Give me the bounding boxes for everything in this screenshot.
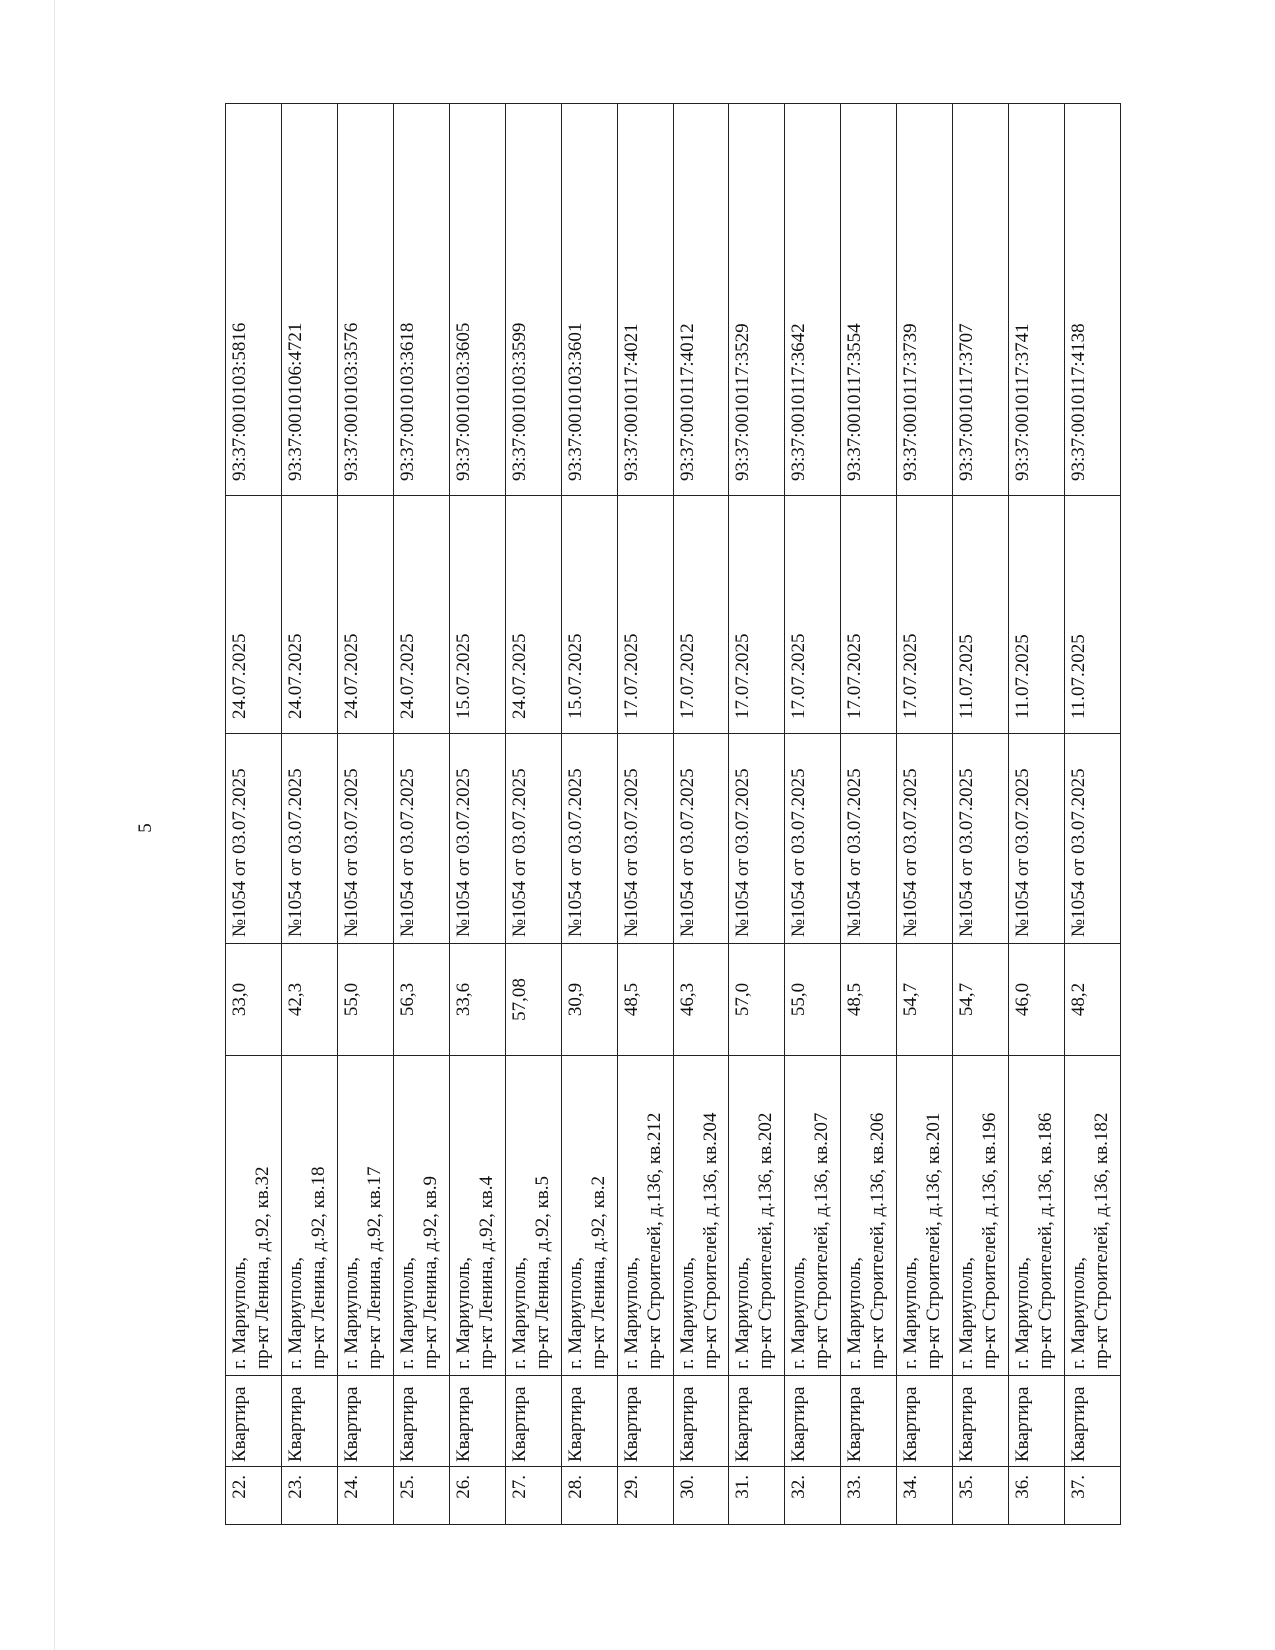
address-cell [897,1056,953,1376]
object-type-cell: Квартира [561,1376,617,1467]
address-cell [729,1056,785,1376]
decision-ref-cell: №1054 от 03.07.2025 [226,734,282,944]
cadastral-number-cell: 93:37:0010117:3642 [785,104,841,496]
address-cell [953,1056,1009,1376]
address-cell [561,1056,617,1376]
registration-date-cell: 24.07.2025 [393,496,449,734]
decision-ref-cell: №1054 от 03.07.2025 [449,734,505,944]
row-number-cell: 29. [617,1467,673,1525]
address-street: пр-кт Ленина, д.92, кв.9 [419,1175,441,1369]
address-cell [673,1056,729,1376]
decision-ref-cell: №1054 от 03.07.2025 [897,734,953,944]
decision-ref-cell: №1054 от 03.07.2025 [281,734,337,944]
row-number-cell: 30. [673,1467,729,1525]
row-number-cell: 25. [393,1467,449,1525]
object-type-cell: Квартира [617,1376,673,1467]
address-city: г. Мариуполь, [676,1257,698,1369]
object-type-cell: Квартира [449,1376,505,1467]
decision-ref-cell: №1054 от 03.07.2025 [505,734,561,944]
registration-date-cell: 24.07.2025 [226,496,282,734]
table-row [673,104,729,1525]
address-city: г. Мариуполь, [396,1257,418,1369]
row-number-cell: 28. [561,1467,617,1525]
table-row [617,104,673,1525]
table-row [1065,104,1121,1525]
registration-date-cell: 17.07.2025 [897,496,953,734]
decision-ref-cell: №1054 от 03.07.2025 [673,734,729,944]
object-type-cell: Квартира [953,1376,1009,1467]
object-type-cell: Квартира [281,1376,337,1467]
registration-date-cell: 15.07.2025 [449,496,505,734]
table-row [561,104,617,1525]
object-type-cell: Квартира [729,1376,785,1467]
area-value-cell: 56,3 [393,944,449,1056]
property-table-body [226,104,1121,1525]
address-cell [841,1056,897,1376]
decision-ref-cell: №1054 от 03.07.2025 [785,734,841,944]
row-number-cell: 22. [226,1467,282,1525]
address-street: пр-кт Ленина, д.92, кв.32 [252,1166,273,1369]
area-value-cell: 30,9 [561,944,617,1056]
cadastral-number-cell: 93:37:0010117:4012 [673,104,729,496]
table-row [226,104,282,1525]
address-street: пр-кт Ленина, д.92, кв.5 [531,1175,553,1369]
table-row [393,104,449,1525]
row-number-cell: 31. [729,1467,785,1525]
cadastral-number-cell: 93:37:0010103:3601 [561,104,617,496]
row-number-cell: 23. [281,1467,337,1525]
property-table-wrapper [225,104,1121,1525]
address-cell [505,1056,561,1376]
object-type-cell: Квартира [897,1376,953,1467]
area-value-cell: 48,5 [841,944,897,1056]
cadastral-number-cell: 93:37:0010103:3599 [505,104,561,496]
object-type-cell: Квартира [505,1376,561,1467]
area-value-cell: 54,7 [953,944,1009,1056]
decision-ref-cell: №1054 от 03.07.2025 [393,734,449,944]
decision-ref-cell: №1054 от 03.07.2025 [561,734,617,944]
address-street: пр-кт Ленина, д.92, кв.17 [363,1166,385,1369]
cadastral-number-cell: 93:37:0010117:3741 [1009,104,1065,496]
address-city: г. Мариуполь, [788,1257,810,1369]
address-street: пр-кт Ленина, д.92, кв.4 [475,1175,497,1369]
cadastral-number-cell: 93:37:0010117:3554 [841,104,897,496]
address-city: г. Мариуполь, [900,1257,922,1369]
decision-ref-cell: №1054 от 03.07.2025 [337,734,393,944]
area-value-cell: 48,5 [617,944,673,1056]
object-type-cell: Квартира [841,1376,897,1467]
registration-date-cell: 24.07.2025 [281,496,337,734]
cadastral-number-cell: 93:37:0010117:4021 [617,104,673,496]
registration-date-cell: 17.07.2025 [785,496,841,734]
address-street: пр-кт Строителей, д.136, кв.206 [867,1112,889,1369]
object-type-cell: Квартира [226,1376,282,1467]
address-cell [393,1056,449,1376]
area-value-cell: 42,3 [281,944,337,1056]
address-cell [1009,1056,1065,1376]
address-city: г. Мариуполь, [620,1257,642,1369]
address-street: пр-кт Строителей, д.136, кв.196 [979,1112,1001,1369]
area-value-cell: 55,0 [785,944,841,1056]
address-city: г. Мариуполь, [1012,1257,1034,1369]
decision-ref-cell: №1054 от 03.07.2025 [729,734,785,944]
cadastral-number-cell: 93:37:0010103:3618 [393,104,449,496]
area-value-cell: 54,7 [897,944,953,1056]
address-cell [1065,1056,1121,1376]
table-row [1009,104,1065,1525]
address-cell [226,1056,282,1376]
property-table [225,103,1121,1525]
address-city: г. Мариуполь, [284,1257,306,1369]
cadastral-number-cell: 93:37:0010117:3529 [729,104,785,496]
table-row [729,104,785,1525]
address-cell [449,1056,505,1376]
address-street: пр-кт Строителей, д.136, кв.212 [643,1112,665,1369]
table-row [337,104,393,1525]
address-city: г. Мариуполь, [1068,1257,1090,1369]
cadastral-number-cell: 93:37:0010117:4138 [1065,104,1121,496]
address-cell [617,1056,673,1376]
address-cell [785,1056,841,1376]
object-type-cell: Квартира [1009,1376,1065,1467]
registration-date-cell: 11.07.2025 [953,496,1009,734]
object-type-cell: Квартира [673,1376,729,1467]
row-number-cell: 32. [785,1467,841,1525]
registration-date-cell: 11.07.2025 [1065,496,1121,734]
area-value-cell: 55,0 [337,944,393,1056]
page-number: 5 [135,823,156,833]
cadastral-number-cell: 93:37:0010106:4721 [281,104,337,496]
row-number-cell: 26. [449,1467,505,1525]
area-value-cell: 57,0 [729,944,785,1056]
decision-ref-cell: №1054 от 03.07.2025 [841,734,897,944]
table-row [841,104,897,1525]
table-row [953,104,1009,1525]
row-number-cell: 36. [1009,1467,1065,1525]
area-value-cell: 48,2 [1065,944,1121,1056]
area-value-cell: 33,6 [449,944,505,1056]
decision-ref-cell: №1054 от 03.07.2025 [1009,734,1065,944]
registration-date-cell: 15.07.2025 [561,496,617,734]
cadastral-number-cell: 93:37:0010103:3576 [337,104,393,496]
object-type-cell: Квартира [393,1376,449,1467]
address-street: пр-кт Ленина, д.92, кв.2 [587,1175,609,1369]
address-city: г. Мариуполь, [956,1257,978,1369]
address-city: г. Мариуполь, [229,1257,250,1369]
row-number-cell: 27. [505,1467,561,1525]
registration-date-cell: 24.07.2025 [337,496,393,734]
registration-date-cell: 17.07.2025 [729,496,785,734]
registration-date-cell: 17.07.2025 [673,496,729,734]
decision-ref-cell: №1054 от 03.07.2025 [617,734,673,944]
address-cell [281,1056,337,1376]
decision-ref-cell: №1054 от 03.07.2025 [1065,734,1121,944]
address-cell [337,1056,393,1376]
object-type-cell: Квартира [337,1376,393,1467]
row-number-cell: 37. [1065,1467,1121,1525]
area-value-cell: 46,0 [1009,944,1065,1056]
address-street: пр-кт Строителей, д.136, кв.202 [755,1112,777,1369]
area-value-cell: 57,08 [505,944,561,1056]
address-city: г. Мариуполь, [508,1257,530,1369]
address-street: пр-кт Ленина, д.92, кв.18 [307,1166,329,1369]
table-row [281,104,337,1525]
table-row [449,104,505,1525]
row-number-cell: 33. [841,1467,897,1525]
row-number-cell: 34. [897,1467,953,1525]
registration-date-cell: 17.07.2025 [617,496,673,734]
registration-date-cell: 24.07.2025 [505,496,561,734]
registration-date-cell: 11.07.2025 [1009,496,1065,734]
address-street: пр-кт Строителей, д.136, кв.207 [811,1112,833,1369]
cadastral-number-cell: 93:37:0010117:3707 [953,104,1009,496]
object-type-cell: Квартира [785,1376,841,1467]
row-number-cell: 35. [953,1467,1009,1525]
address-street: пр-кт Строителей, д.136, кв.186 [1035,1112,1057,1369]
row-number-cell: 24. [337,1467,393,1525]
scan-edge-line [54,0,55,1650]
address-street: пр-кт Строителей, д.136, кв.182 [1091,1112,1113,1369]
table-row [897,104,953,1525]
area-value-cell: 33,0 [226,944,282,1056]
address-street: пр-кт Строителей, д.136, кв.201 [923,1112,945,1369]
table-row [505,104,561,1525]
object-type-cell: Квартира [1065,1376,1121,1467]
cadastral-number-cell: 93:37:0010103:3605 [449,104,505,496]
address-city: г. Мариуполь, [340,1257,362,1369]
registration-date-cell: 17.07.2025 [841,496,897,734]
address-city: г. Мариуполь, [844,1257,866,1369]
decision-ref-cell: №1054 от 03.07.2025 [953,734,1009,944]
area-value-cell: 46,3 [673,944,729,1056]
table-row [785,104,841,1525]
address-city: г. Мариуполь, [452,1257,474,1369]
cadastral-number-cell: 93:37:0010117:3739 [897,104,953,496]
address-street: пр-кт Строителей, д.136, кв.204 [699,1112,721,1369]
cadastral-number-cell: 93:37:0010103:5816 [226,104,282,496]
address-city: г. Мариуполь, [564,1257,586,1369]
address-city: г. Мариуполь, [732,1257,754,1369]
